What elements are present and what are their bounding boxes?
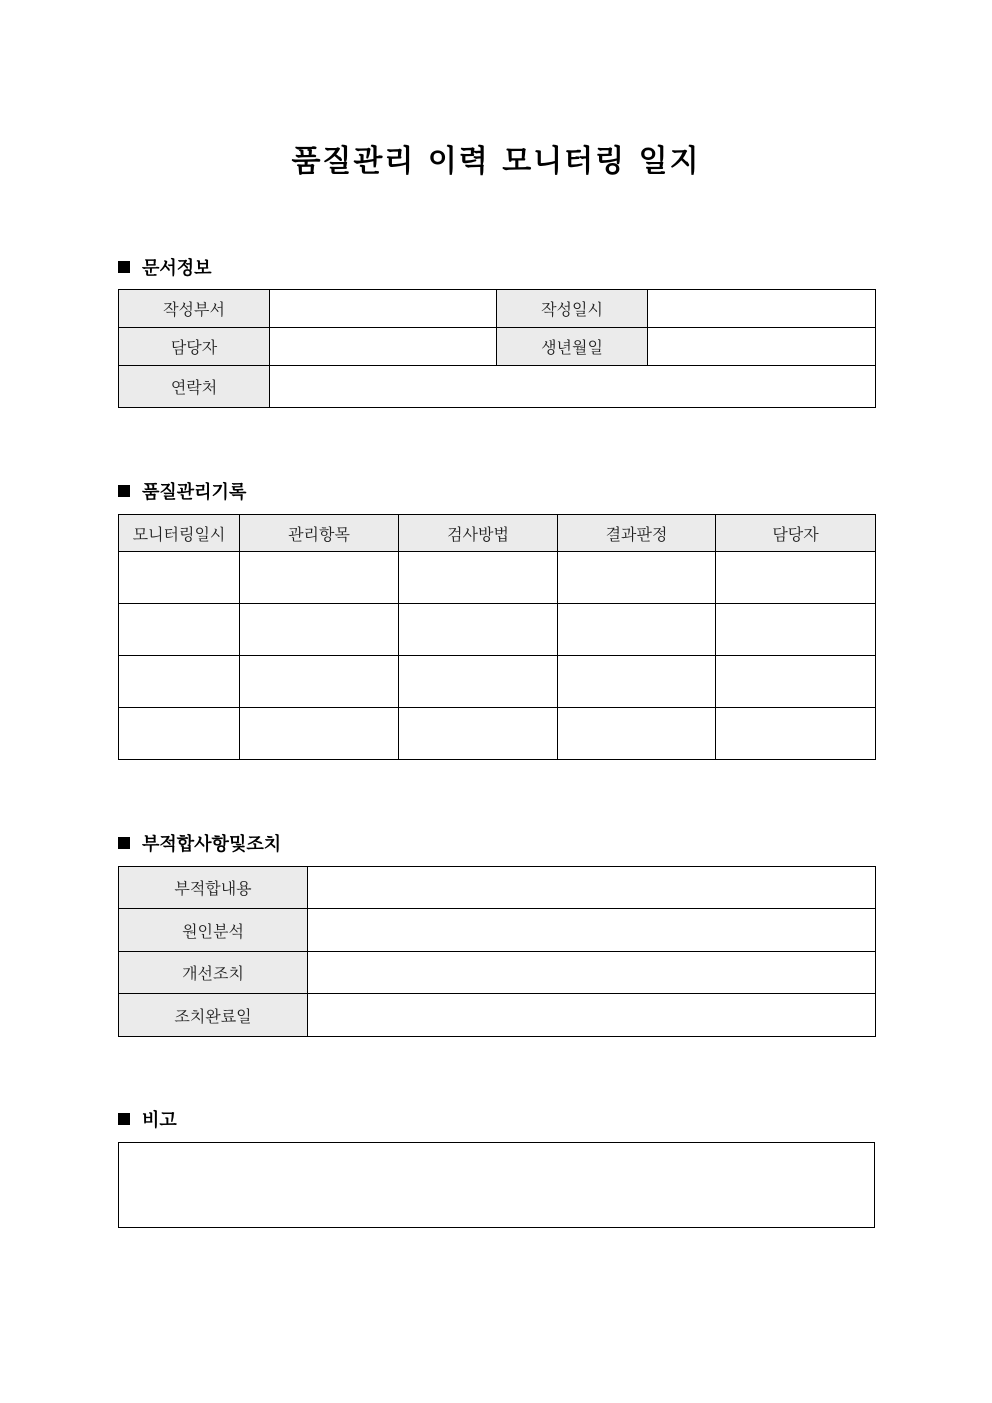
- table-cell[interactable]: [240, 708, 399, 760]
- dept-label: 작성부서: [119, 290, 270, 328]
- table-row: [119, 552, 876, 604]
- date-label: 작성일시: [497, 290, 648, 328]
- manager-label: 담당자: [119, 328, 270, 366]
- table-cell[interactable]: [119, 708, 240, 760]
- section-heading-nonconformity: [118, 830, 281, 856]
- nonconformity-content-field[interactable]: [308, 867, 876, 909]
- table-row: [119, 708, 876, 760]
- records-table: [118, 514, 876, 760]
- square-bullet-icon: [118, 1113, 130, 1125]
- table-cell[interactable]: [119, 552, 240, 604]
- table-cell[interactable]: [119, 656, 240, 708]
- table-cell[interactable]: [716, 552, 876, 604]
- birth-field[interactable]: [648, 328, 876, 366]
- section-heading-label: 품질관리기록: [142, 482, 247, 503]
- table-cell[interactable]: [399, 552, 558, 604]
- column-header: 검사방법: [399, 515, 558, 552]
- table-cell[interactable]: [399, 604, 558, 656]
- contact-label: 연락처: [119, 366, 270, 408]
- birth-label: 생년월일: [497, 328, 648, 366]
- cause-analysis-field[interactable]: [308, 909, 876, 952]
- table-cell[interactable]: [399, 708, 558, 760]
- table-row: [119, 656, 876, 708]
- table-cell[interactable]: [716, 708, 876, 760]
- date-field[interactable]: [648, 290, 876, 328]
- action-completion-date-label: 조치완료일: [119, 994, 308, 1037]
- table-cell[interactable]: [240, 656, 399, 708]
- table-row: [119, 604, 876, 656]
- section-heading-doc-info: [118, 254, 212, 280]
- page-title: 품질관리 이력 모니터링 일지: [291, 144, 701, 179]
- square-bullet-icon: [118, 837, 130, 849]
- section-heading-remarks: [118, 1106, 177, 1132]
- table-cell[interactable]: [558, 708, 716, 760]
- table-cell[interactable]: [716, 604, 876, 656]
- manager-field[interactable]: [270, 328, 497, 366]
- table-cell[interactable]: [399, 656, 558, 708]
- table-cell[interactable]: [240, 604, 399, 656]
- section-heading-records: [118, 478, 246, 504]
- square-bullet-icon: [118, 485, 130, 497]
- table-cell[interactable]: [240, 552, 399, 604]
- remarks-table: [118, 1142, 875, 1228]
- table-cell[interactable]: [558, 604, 716, 656]
- table-cell[interactable]: [558, 656, 716, 708]
- column-header: 담당자: [716, 515, 876, 552]
- dept-field[interactable]: [270, 290, 497, 328]
- section-heading-label: 문서정보: [142, 258, 212, 279]
- column-header: 관리항목: [240, 515, 399, 552]
- cause-analysis-label: 원인분석: [119, 909, 308, 952]
- column-header: 모니터링일시: [119, 515, 240, 552]
- corrective-action-label: 개선조치: [119, 952, 308, 994]
- column-header: 결과판정: [558, 515, 716, 552]
- corrective-action-field[interactable]: [308, 952, 876, 994]
- table-cell[interactable]: [119, 604, 240, 656]
- action-completion-date-field[interactable]: [308, 994, 876, 1037]
- doc-info-table: [118, 289, 876, 408]
- section-heading-label: 비고: [142, 1110, 177, 1131]
- table-cell[interactable]: [716, 656, 876, 708]
- table-cell[interactable]: [558, 552, 716, 604]
- section-heading-label: 부적합사항및조치: [142, 834, 282, 855]
- contact-field[interactable]: [270, 366, 876, 408]
- square-bullet-icon: [118, 261, 130, 273]
- remarks-field[interactable]: [119, 1143, 875, 1228]
- nonconformity-table: [118, 866, 876, 1037]
- nonconformity-content-label: 부적합내용: [119, 867, 308, 909]
